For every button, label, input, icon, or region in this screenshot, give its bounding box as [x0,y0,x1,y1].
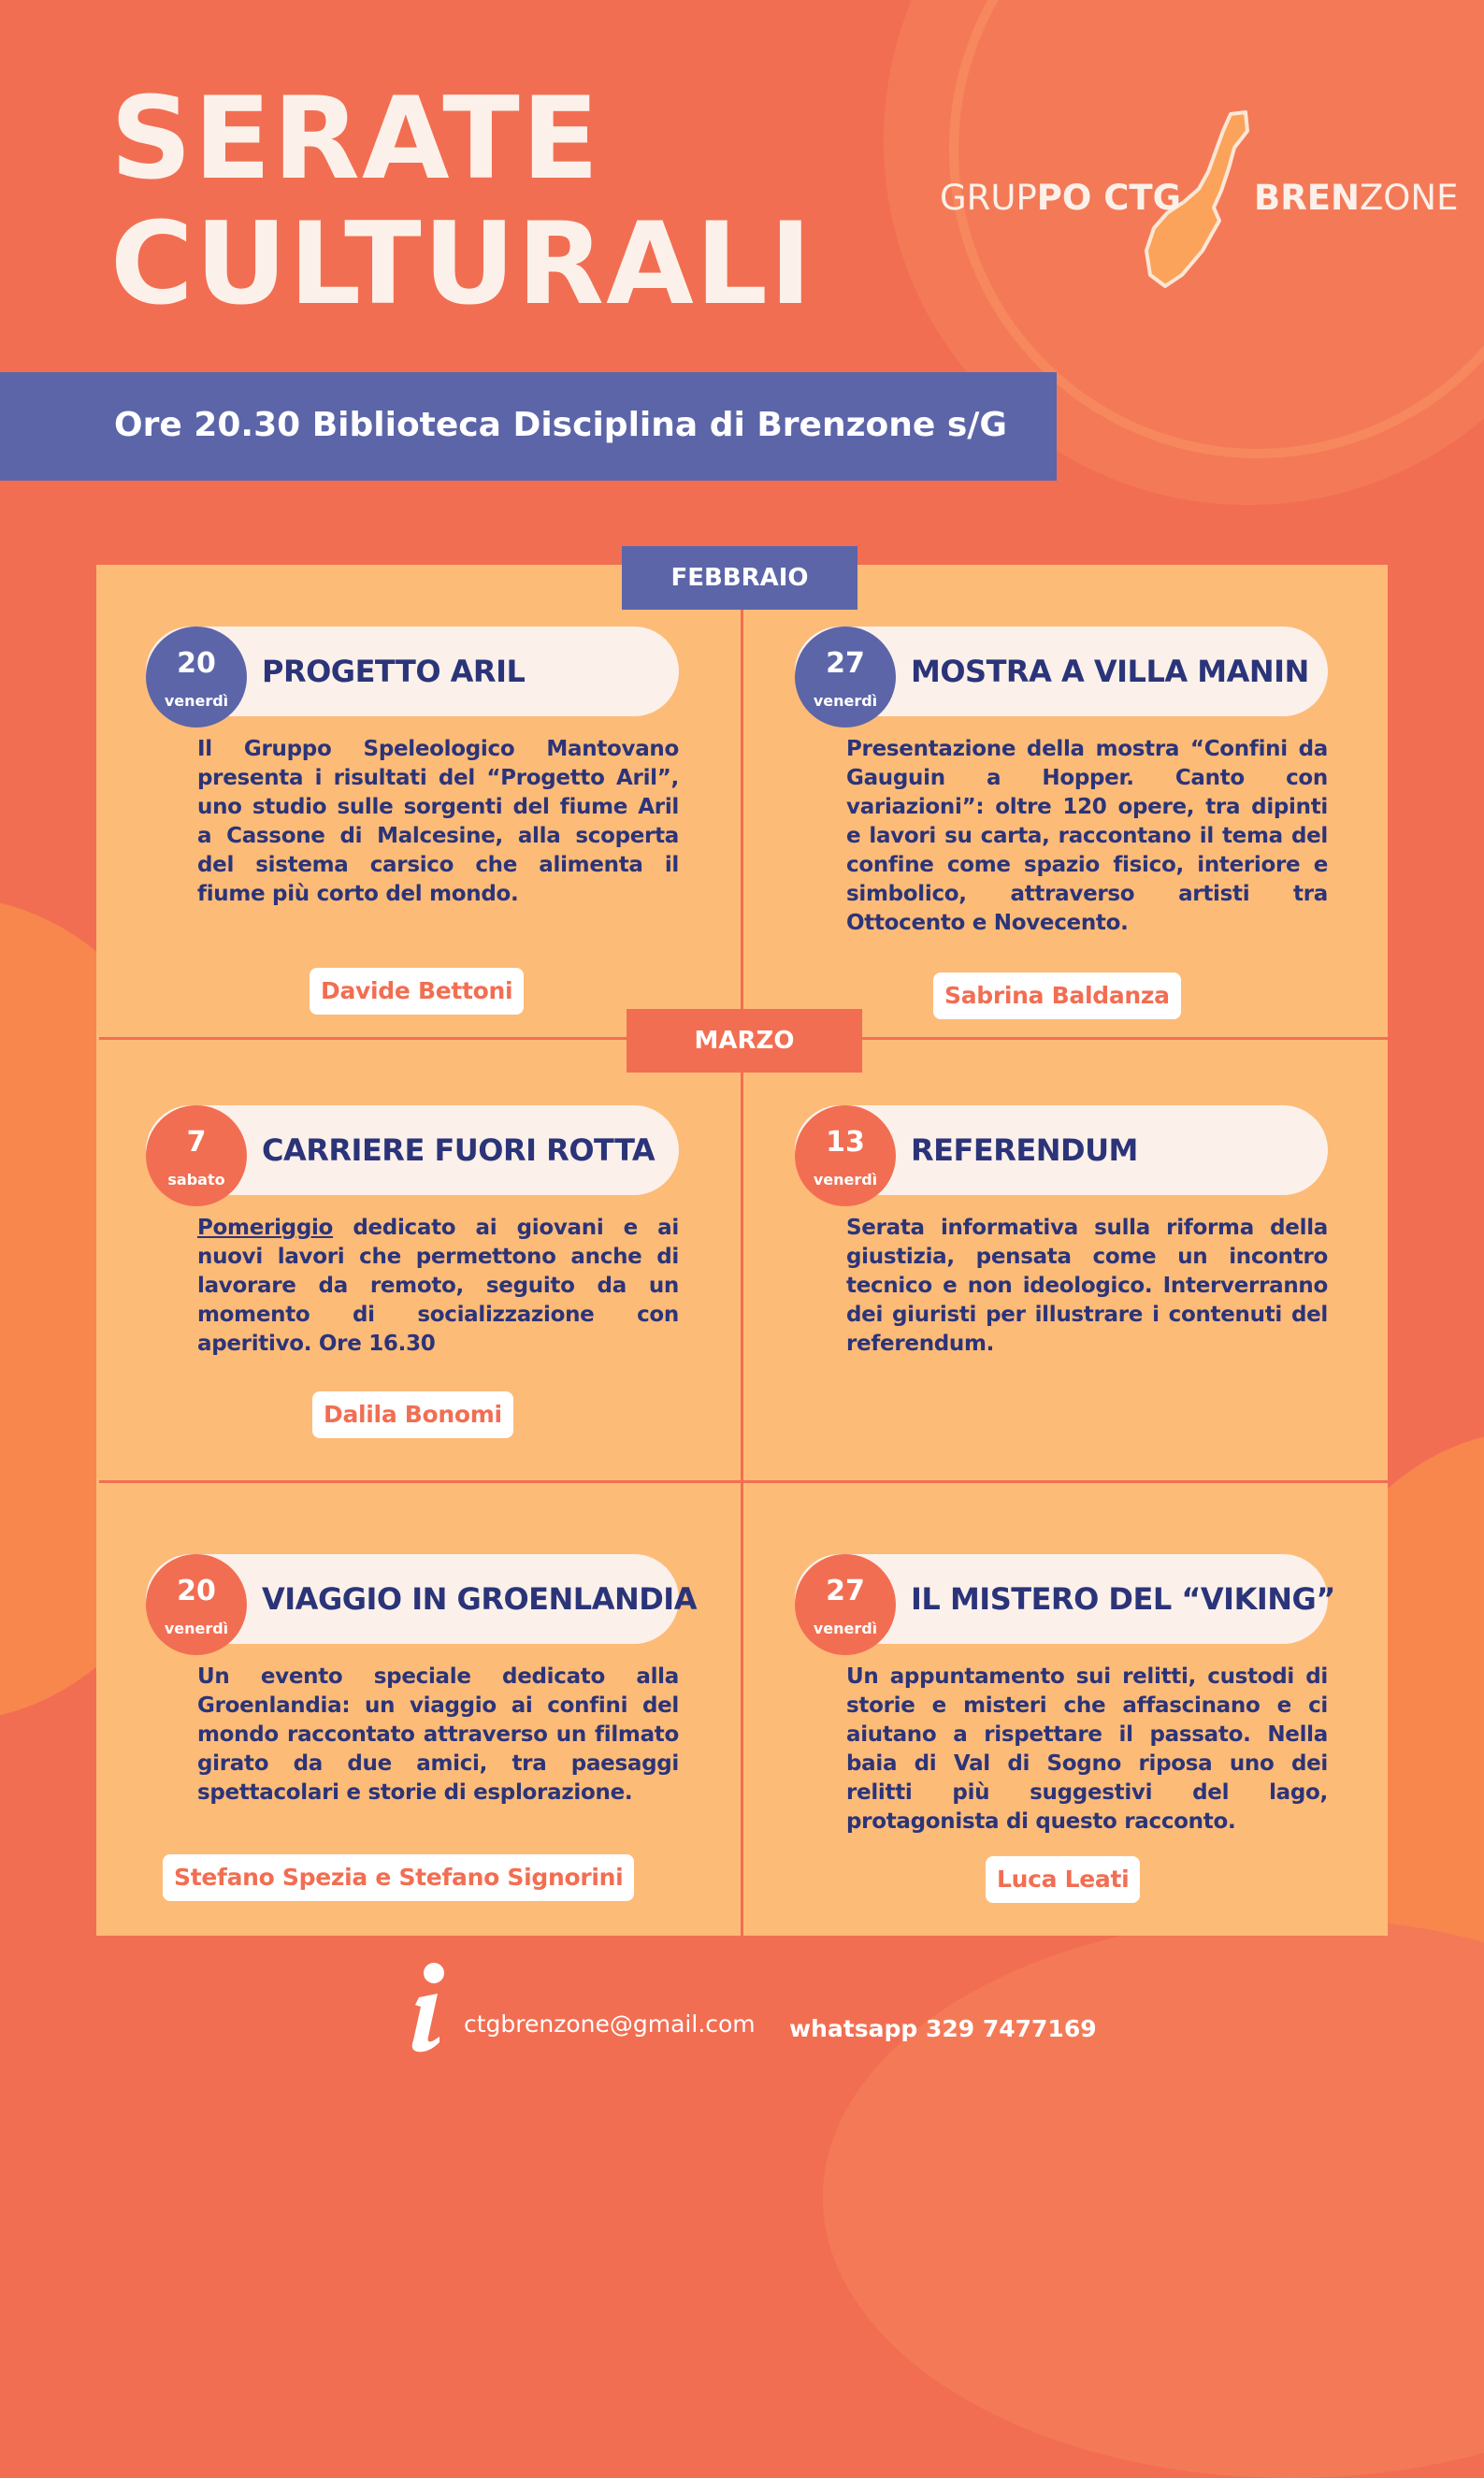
page-title [110,73,814,330]
event-date-badge [795,627,896,728]
event-card [795,627,1337,1019]
event-weekday: venerdì [813,1620,878,1637]
logo-text [940,178,1458,218]
event-description-lead: Pomeriggio [197,1216,334,1240]
event-description-body: dedicato ai giovani e ai nuovi lavori che permettono anche di lavorare da remoto, seguito da un momento di socializzazione con aperitivo. Ore 16.30 [197,1216,679,1356]
event-description: Il Gruppo Speleologico Mantovano presenta i risultati del “Progetto Aril”, uno studio sulle sorgenti del fiume Aril a Cassone di Malcesine, alla scoperta del sistema carsico che alimenta il fiume più corto del mondo. [197,737,679,906]
event-date-badge [146,627,247,728]
title-line-1: SERATE [110,73,601,205]
event-date-badge [795,1105,896,1206]
logo [935,110,1459,297]
decorative-circle-bottom [823,1917,1484,2478]
event-title: CARRIERE FUORI ROTTA [262,1132,656,1168]
event-title: IL MISTERO DEL “VIKING” [911,1581,1335,1617]
event-card [146,627,688,1019]
event-day: 20 [177,647,216,680]
event-day: 7 [186,1126,207,1159]
event-speaker: Dalila Bonomi [312,1391,513,1438]
event-date-badge [795,1554,896,1655]
event-date-badge [146,1554,247,1655]
location-text: Ore 20.30 Biblioteca Disciplina di Brenzone s/G [114,406,1007,444]
event-speaker: Luca Leati [986,1856,1140,1903]
event-speaker: Stefano Spezia e Stefano Signorini [163,1854,634,1901]
event-title: REFERENDUM [911,1132,1138,1168]
event-description: Serata informativa sulla riforma della giustizia, pensata come un incontro tecnico e non ideologico. Interverranno dei giuristi per illustrare i contenuti del referendum. [846,1216,1328,1356]
location-banner [0,372,1057,481]
event-weekday: venerdì [813,1171,878,1189]
event-weekday: sabato [167,1171,225,1189]
event-day: 20 [177,1575,216,1607]
event-card [795,1105,1337,1498]
event-weekday: venerdì [813,692,878,710]
event-description: Presentazione della mostra “Confini da Gauguin a Hopper. Canto con variazioni”: oltre 120 opere, tra dipinti e lavori su carta, raccontano il tema del confine come spazio fisico, interiore e simbolico, attraverso artisti tra Ottocento e Novecento. [846,737,1328,935]
event-title: PROGETTO ARIL [262,654,526,689]
event-card [146,1105,688,1498]
grid-divider-vertical [741,610,743,1936]
event-speaker: Sabrina Baldanza [933,972,1181,1019]
event-description: Un appuntamento sui relitti, custodi di storie e misteri che affascinano e ci aiutano a rispettare il passato. Nella baia di Val di Sogno riposa uno dei relitti più suggestivi del lago, protagonista di questo racconto. [846,1664,1328,1834]
event-title: MOSTRA A VILLA MANIN [911,654,1309,689]
event-day: 13 [826,1126,865,1159]
event-weekday: venerdì [164,1620,229,1637]
logo-part-1: GRUP [940,178,1037,218]
contact-whatsapp: whatsapp 329 7477169 [789,2015,1097,2042]
event-weekday: venerdì [164,692,229,710]
event-speaker: Davide Bettoni [310,968,524,1015]
event-description [197,1214,679,1359]
event-title: VIAGGIO IN GROENLANDIA [262,1581,697,1617]
logo-part-3: BREN [1254,178,1360,218]
logo-part-2: PO CTG [1036,178,1181,218]
month-label-february: FEBBRAIO [622,546,857,610]
title-line-2: CULTURALI [110,198,814,330]
event-description: Un evento speciale dedicato alla Groenlandia: un viaggio ai confini del mondo raccontato attraverso un filmato girato da due amici, tra paesaggi spettacolari e storie di esplorazione. [197,1664,679,1805]
contact-email[interactable]: ctgbrenzone@gmail.com [464,2010,756,2038]
event-date-badge [146,1105,247,1206]
info-icon [406,1962,453,2055]
event-day: 27 [826,1575,865,1607]
month-label-march: MARZO [627,1009,862,1073]
event-day: 27 [826,647,865,680]
logo-part-4: ZONE [1359,178,1459,218]
